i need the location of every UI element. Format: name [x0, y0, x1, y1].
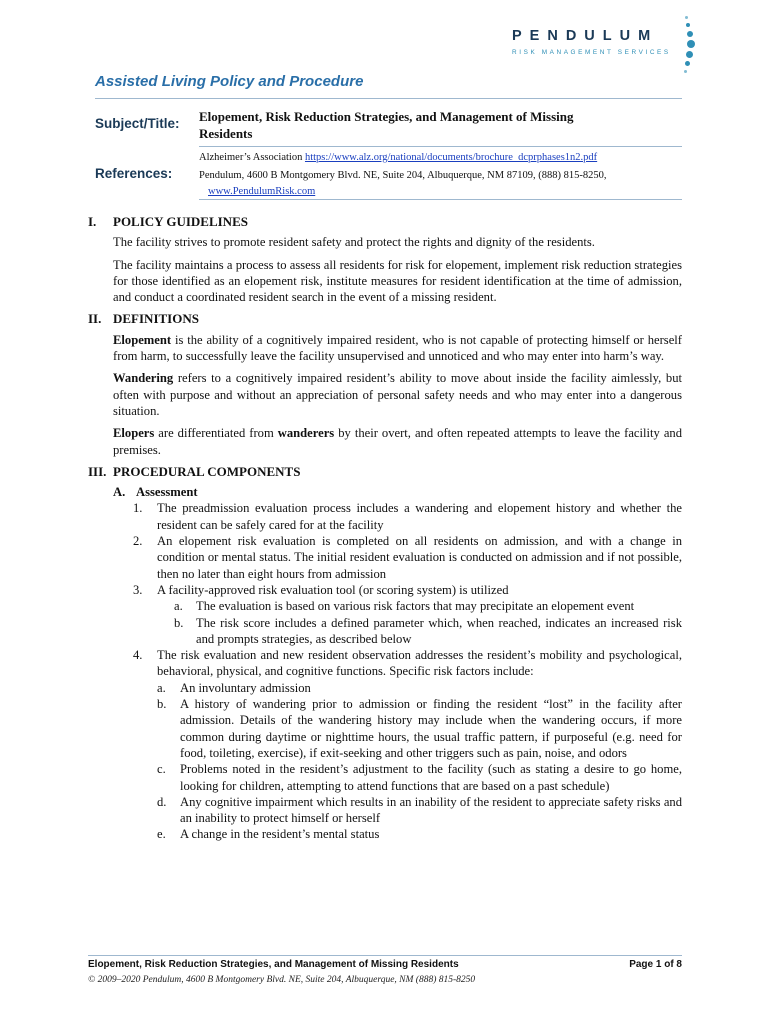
section-heading-definitions: II. DEFINITIONS [88, 311, 199, 327]
company-logo [512, 28, 688, 56]
logo-tagline: RISK MANAGEMENT SERVICES [512, 49, 671, 56]
list-item: b. The risk score includes a defined parameter which, when reached, indicates an increased risk and prompts strategies, as described below [174, 615, 682, 646]
logo-wordmark: PENDULUM [512, 28, 659, 44]
definition-elopement: Elopement is the ability of a cognitively impaired resident, who is not capable of protecting himself or herself from harm, to successfully leave the facility unsupervised and unnoticed and who may enter into harm’s way. [113, 332, 682, 364]
subsection-assessment: A. Assessment [113, 485, 198, 500]
document-title: Assisted Living Policy and Procedure [95, 73, 364, 90]
section-heading-procedural: III. PROCEDURAL COMPONENTS [88, 463, 301, 479]
definition-elopers: Elopers are differentiated from wanderers by their overt, and often repeated attempts to leave the facility and premises. [113, 426, 683, 457]
footer-rule [88, 955, 682, 956]
subject-title: Elopement, Risk Reduction Strategies, and Management of Missing Residents [199, 109, 574, 141]
reference-1 [199, 150, 679, 166]
list-item: a. An involuntary admission [157, 680, 311, 695]
section-heading-policy: I. POLICY GUIDELINES [88, 214, 248, 229]
list-item: e. A change in the resident’s mental status [157, 827, 380, 842]
pendulum-dots-icon [678, 16, 696, 80]
reference-1-source: Alzheimer’s Association [199, 152, 305, 163]
list-item: 2. An elopement risk evaluation is completed on all residents on admission, and with a change in condition or mental status. The initial resident evaluation is conducted on admission and if not possible, then no later than eight hours from admission [133, 534, 682, 581]
list-item: a. The evaluation is based on various risk factors that may precipitate an elopement event [174, 599, 635, 614]
policy-paragraph-2: The facility maintains a process to assess all residents for risk for elopement, implement risk reduction strategies for those identified as an elopement risk, institute measures for resident identification at the time of admission, and conduct a coordinated resident search in the event of a missing resident. [113, 257, 682, 305]
list-item: d. Any cognitive impairment which results in an inability of the resident to appreciate safety risks and an inability to protect himself or herself [157, 794, 682, 826]
footer-title: Elopement, Risk Reduction Strategies, and Management of Missing Residents [88, 959, 459, 970]
subject-label: Subject/Title: [95, 116, 180, 131]
subject-rule [199, 146, 682, 147]
definition-wandering: Wandering refers to a cognitively impaired resident’s ability to move about inside the facility aimlessly, but often with purpose and without an appreciation of personal safety needs and who may enter into a dangerous situation. [113, 371, 682, 418]
list-item: b. A history of wandering prior to admission or finding the resident “lost” in the facility after admission. Details of the wandering history may include when the wandering occurs, if more common during daytime or nighttime hours, the usual traffic pattern, if purposeful (e.g. need for food, toileting, exercise), if exit-seeking and other triggers such as pain, noise, and odors [157, 697, 682, 760]
list-item: 3. A facility-approved risk evaluation tool (or scoring system) is utilized [133, 582, 509, 597]
page-number: Page 1 of 8 [629, 959, 682, 970]
list-item: 4. The risk evaluation and new resident observation addresses the resident’s mobility and psychological, behavioral, physical, and cognitive functions. Specific risk factors include: [133, 648, 682, 679]
references-label: References: [95, 166, 173, 181]
references-rule [199, 199, 682, 200]
references-block [199, 150, 679, 200]
header-rule [95, 98, 682, 99]
reference-2-link[interactable]: www.PendulumRisk.com [208, 186, 316, 197]
list-item: c. Problems noted in the resident’s adjustment to the facility (such as stating a desire to go home, looking for children, attempting to attend functions that are based on a past schedule) [157, 762, 682, 793]
reference-2-text: Pendulum, 4600 B Montgomery Blvd. NE, Suite 204, Albuquerque, NM 87109, (888) 815-8250, [199, 170, 607, 181]
document-body [88, 214, 682, 843]
list-item: 1. The preadmission evaluation process includes a wandering and elopement history and whether the resident can be safely cared for at the facility [133, 501, 682, 532]
footer-copyright: © 2009–2020 Pendulum, 4600 B Montgomery Blvd. NE, Suite 204, Albuquerque, NM (888) 815-8250 [88, 975, 476, 985]
policy-paragraph-1: The facility strives to promote resident safety and protect the rights and dignity of the residents. [113, 235, 595, 250]
reference-1-link[interactable]: https://www.alz.org/national/documents/brochure_dcprphases1n2.pdf [304, 152, 598, 163]
